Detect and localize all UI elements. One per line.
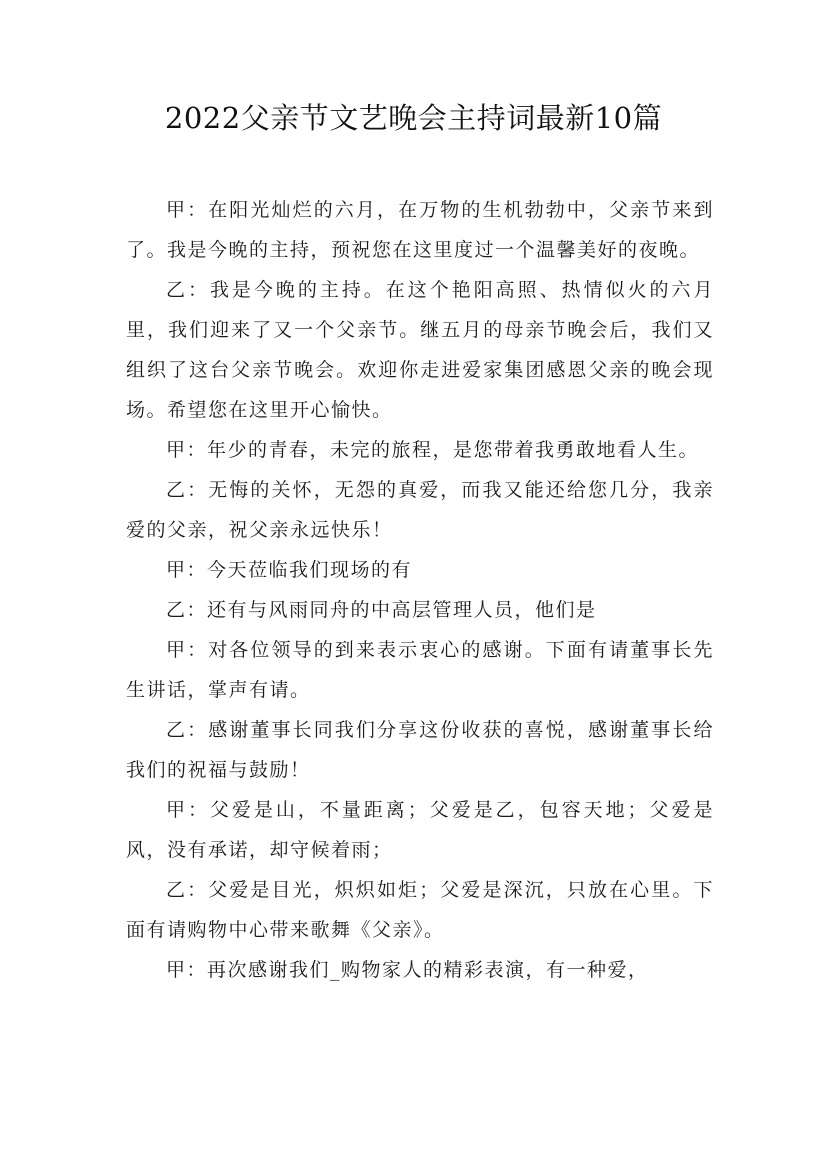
paragraph: 乙：父爱是目光，炽炽如炬；父爱是深沉，只放在心里。下面有请购物中心带来歌舞《父亲》。: [126, 879, 714, 941]
paragraph: 甲：在阳光灿烂的六月，在万物的生机勃勃中，父亲节来到了。我是今晚的主持，预祝您在这里度过一个温馨美好的夜晚。: [126, 199, 714, 261]
document-title: 2022父亲节文艺晚会主持词最新10篇: [164, 101, 663, 135]
document-body: [126, 190, 714, 990]
paragraph: 甲：今天莅临我们现场的有: [166, 559, 413, 581]
paragraph: 甲：父爱是山，不量距离；父爱是乙，包容天地；父爱是风，没有承诺，却守候着雨；: [126, 799, 714, 861]
paragraph: 甲：对各位领导的到来表示衷心的感谢。下面有请董事长先生讲话，掌声有请。: [126, 639, 714, 701]
paragraph: 乙：我是今晚的主持。在这个艳阳高照、热情似火的六月里，我们迎来了又一个父亲节。继五月的母亲节晚会后，我们又组织了这台父亲节晚会。欢迎你走进爱家集团感恩父亲的晚会现场。希望您在这里开心愉快。: [126, 279, 714, 421]
paragraph: 乙：还有与风雨同舟的中高层管理人员，他们是: [166, 599, 597, 621]
paragraph: 甲：再次感谢我们_购物家人的精彩表演，有一种爱，: [166, 959, 649, 981]
paragraph: 乙：无悔的关怀，无怨的真爱，而我又能还给您几分，我亲爱的父亲，祝父亲永远快乐！: [126, 479, 714, 541]
paragraph: 乙：感谢董事长同我们分享这份收获的喜悦，感谢董事长给我们的祝福与鼓励！: [126, 719, 714, 781]
paragraph: 甲：年少的青春，未完的旅程，是您带着我勇敢地看人生。: [166, 439, 700, 461]
